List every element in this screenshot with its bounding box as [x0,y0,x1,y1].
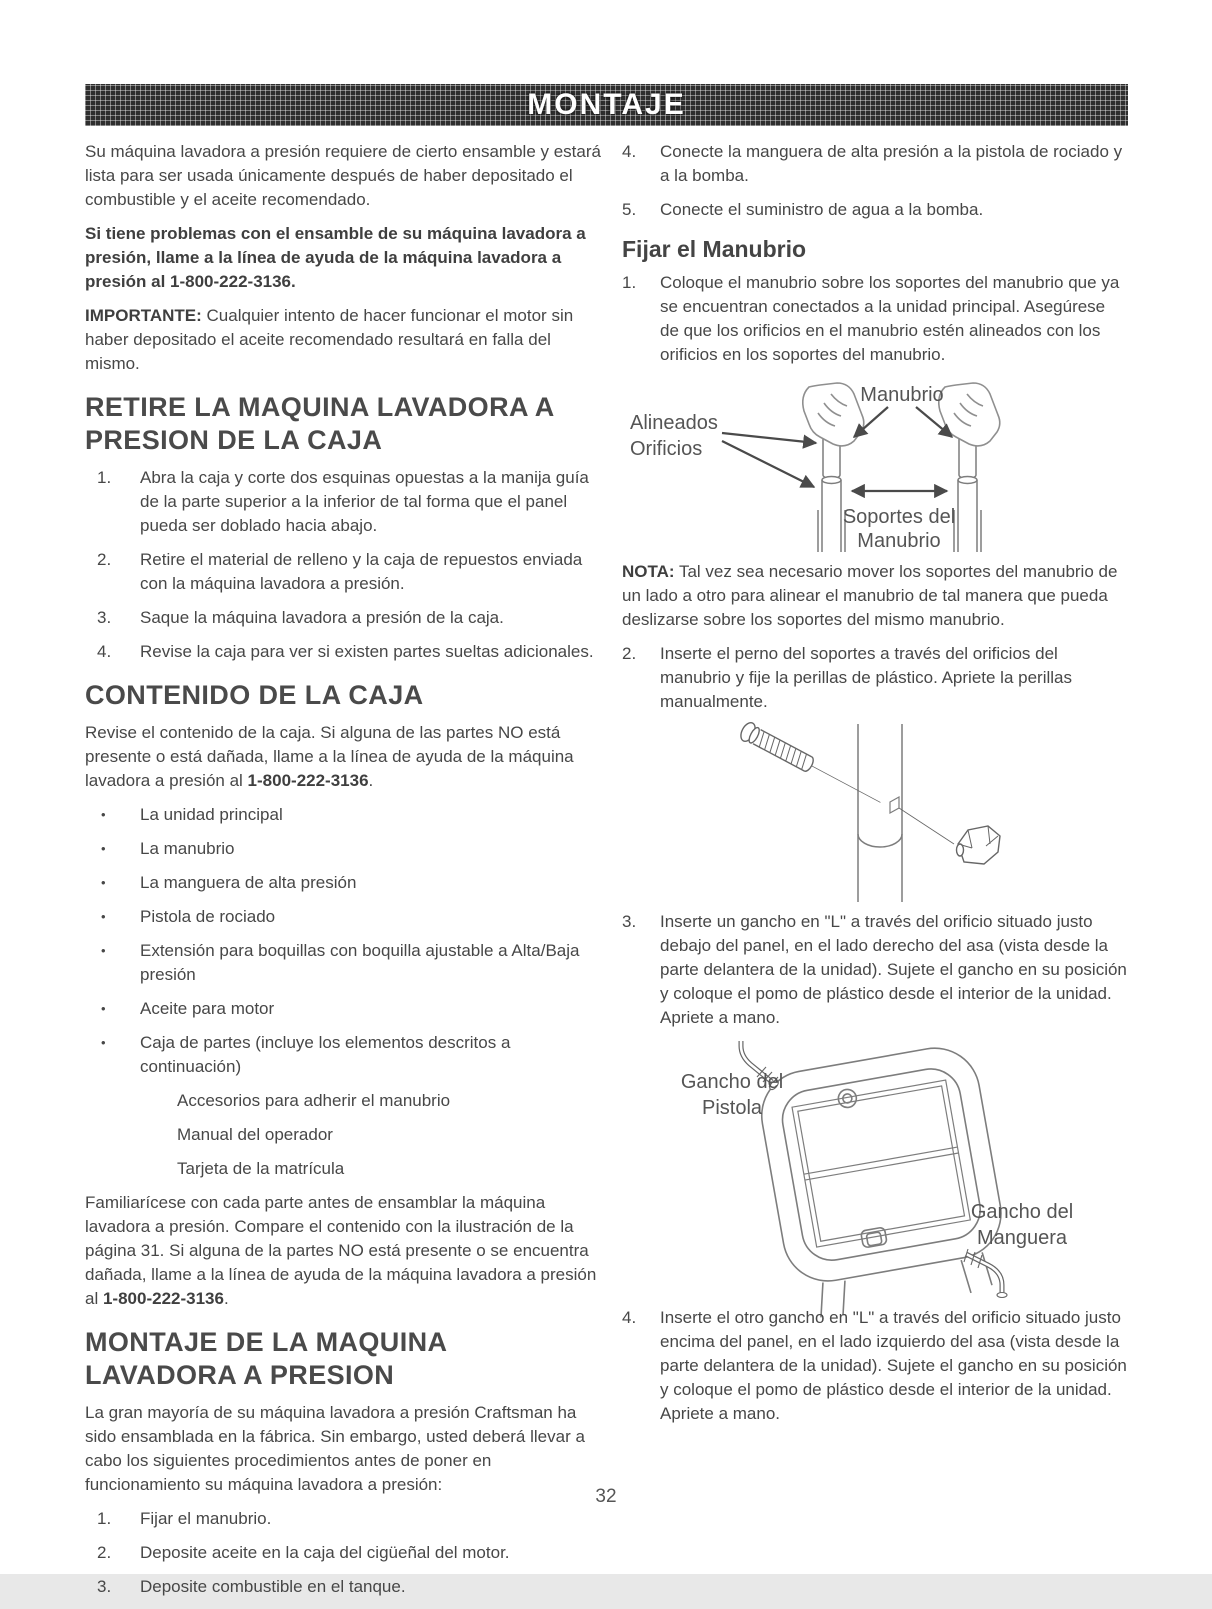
bullet-marker: • [101,875,106,890]
important-label: IMPORTANTE: [85,306,202,325]
closing-period: . [223,1289,229,1308]
item-number: 3. [622,912,637,931]
item-number: 3. [97,1577,112,1596]
item-number: 4. [97,642,112,661]
intro-paragraph: Su máquina lavadora a presión requiere de cierto ensamble y estará lista para ser usada únicamente después de haber depositado el combustible y el aceite recomendado. [85,142,601,209]
bullet-text: Extensión para boquillas con boquilla ajustable a Alta/Baja presión [140,941,580,984]
bullet-item [85,939,602,987]
item-number: 1. [97,468,112,487]
item-text: Coloque el manubrio sobre los soportes del manubrio que ya se encuentran conectados a la unidad principal. Asegúrese de que los orificios en el manubrio estén alineados con los orificios en los soportes del manubrio. [660,273,1120,364]
list-item [85,606,602,630]
list-item [622,910,1128,1030]
bullet-marker: • [101,807,106,822]
handle-tube [858,724,902,902]
handle-panel [792,1080,970,1247]
figure3-label-pistola-2: Pistola [701,1097,763,1119]
figure-handle-hooks [622,1040,1128,1298]
bullet-text: Caja de partes (incluye los elementos descritos a continuación) [140,1033,511,1076]
list-item [85,640,602,664]
bullet-item [85,1031,602,1079]
figure3-label-manguera-2: Manguera [976,1227,1068,1249]
item-number: 4. [622,142,637,161]
item-text: Abra la caja y corte dos esquinas opuestas a la manija guía de la parte superior a la inferior de tal forma que el panel pueda ser doblado hacia abajo. [140,468,589,535]
bullet-marker: • [101,1035,106,1050]
closing-text: Familiarícese con cada parte antes de ensamblar la máquina lavadora a presión. Compare el contenido con la ilustración de la página 31. Si alguna de la partes NO está presente o se encuentra dañada, llame a la línea de ayuda de la máquina lavadora a presión al [85,1193,597,1308]
important-paragraph [85,304,602,376]
figure3-label-pistola-1: Gancho del [680,1071,784,1093]
contenido-intro-period: . [368,771,374,790]
item-text: Retire el material de relleno y la caja de repuestos enviada con la máquina lavadora a presión. [140,550,583,593]
section-title-retire: RETIRE LA MAQUINA LAVADORA A PRESION DE LA CAJA [85,392,554,455]
bullet-item [85,837,602,861]
list-item [622,642,1128,714]
item-number: 2. [97,550,112,569]
figure1-label-manubrio: Manubrio [860,384,944,406]
figure1-label-alineados-2: Orificios [630,438,703,460]
nota-label: NOTA: [622,562,675,581]
figure1-label-alineados-1: Alineados [630,412,718,434]
item-text: Inserte el perno del soportes a través del orificios del manubrio y fije la perillas de plástico. Apriete la perillas manualmente. [660,644,1072,711]
bullet-text: La manubrio [140,839,235,858]
panel-clamp-inner [866,1232,882,1246]
contenido-closing-paragraph [85,1191,602,1311]
montaje-intro-paragraph: La gran mayoría de su máquina lavadora a presión Craftsman ha sido ensamblada en la fábrica. Sin embargo, usted deberá llevar a cabo los siguientes procedimientos antes de poner en funcionamiento su máquina lavadora a presión: [85,1403,585,1494]
phone-number: 1-800-222-3136 [247,771,369,790]
figure-bolt-and-knob [622,724,1128,902]
figure-handle-on-brackets [622,377,1128,552]
list-item [85,1575,602,1599]
item-number: 1. [622,273,637,292]
bullet-text: Pistola de rociado [140,907,276,926]
bullet-item [85,871,602,895]
list-item [85,548,602,596]
list-item [622,198,1128,222]
nota-paragraph [622,560,1128,632]
figure1-label-soportes-1: Soportes del [842,506,956,528]
item-text: Saque la máquina lavadora a presión de la caja. [140,608,504,627]
item-number: 4. [622,1308,637,1327]
section-banner [85,84,1128,126]
item-number: 2. [622,644,637,663]
list-item [85,466,602,538]
list-item [622,140,1128,188]
list-item [85,1541,602,1565]
bullet-item [85,803,602,827]
bullet-item [85,905,602,929]
item-text: Deposite aceite en la caja del cigüeñal del motor. [140,1543,510,1562]
bolt-hole [890,797,899,813]
item-number: 1. [97,1509,112,1528]
figure1-label-soportes-2: Manubrio [857,530,941,552]
list-item [622,1306,1128,1426]
figure3-label-manguera-1: Gancho del [970,1201,1074,1223]
item-text: Conecte la manguera de alta presión a la pistola de rociado y a la bomba. [660,142,1123,185]
item-text: Inserte el otro gancho en "L" a través del orificio situado justo encima del panel, en el lado izquierdo del asa (vista desde la parte delantera de la unidad). Sujete el gancho en su posición y coloque el pomo de plástico desde el interior de la unidad. Apriete a mano. [660,1308,1127,1423]
item-text: Inserte un gancho en "L" a través del orificio situado justo debajo del panel, en el lado derecho del asa (vista desde la parte delantera de la unidad). Sujete el gancho en su posición y coloque el pomo de plástico desde el interior de la unidad. Apriete a mano. [660,912,1127,1027]
sub-item: Accesorios para adherir el manubrio [177,1091,451,1110]
bullet-text: Aceite para motor [140,999,275,1018]
sub-item: Manual del operador [177,1125,333,1144]
nota-text: Tal vez sea necesario mover los soportes del manubrio de un lado a otro para alinear el manubrio de tal manera que pueda deslizarse sobre los soportes del mismo manubrio. [622,562,1118,629]
carriage-bolt-icon [738,720,885,811]
item-text: Fijar el manubrio. [140,1509,272,1528]
item-text: Deposite combustible en el tanque. [140,1577,406,1596]
handle-frame [755,1041,1015,1323]
hand-right-icon [939,383,1000,446]
list-item [622,271,1128,367]
item-number: 5. [622,200,637,219]
plastic-knob-icon [899,808,1000,864]
bullet-marker: • [101,841,106,856]
list-item [85,1507,602,1531]
contenido-intro-paragraph [85,721,602,793]
page-number: 32 [595,1486,617,1507]
item-text: Conecte el suministro de agua a la bomba. [660,200,984,219]
item-number: 3. [97,608,112,627]
subsection-title-fijar-manubrio: Fijar el Manubrio [622,236,807,262]
banner-title: MONTAJE [527,88,686,121]
bullet-item [85,997,602,1021]
hose-hook-tip [997,1293,1007,1298]
bullet-marker: • [101,1001,106,1016]
phone-number: 1-800-222-3136 [102,1289,224,1308]
item-text: Revise la caja para ver si existen partes sueltas adicionales. [140,642,594,661]
section-title-montaje: MONTAJE DE LA MAQUINA LAVADORA A PRESION [85,1327,447,1390]
bullet-text: La manguera de alta presión [140,873,357,892]
bullet-marker: • [101,943,106,958]
item-number: 2. [97,1543,112,1562]
contenido-intro-text: Revise el contenido de la caja. Si alguna de las partes NO está presente o está dañada, llame a la línea de ayuda de la máquina lavadora a presión al [85,723,574,790]
sub-item: Tarjeta de la matrícula [177,1159,345,1178]
figure1-labels [630,384,955,552]
section-title-contenido: CONTENIDO DE LA CAJA [85,680,424,710]
help-line-paragraph: Si tiene problemas con el ensamble de su máquina lavadora a presión, llame a la línea de ayuda de la máquina lavadora a presión al 1-800-222-3136. [85,224,586,291]
bullet-text: La unidad principal [140,805,283,824]
left-column [85,140,602,1609]
right-column [622,140,1128,1436]
bullet-marker: • [101,909,106,924]
important-text: Cualquier intento de hacer funcionar el motor sin haber depositado el aceite recomendado resultará en falla del mismo. [85,306,574,373]
